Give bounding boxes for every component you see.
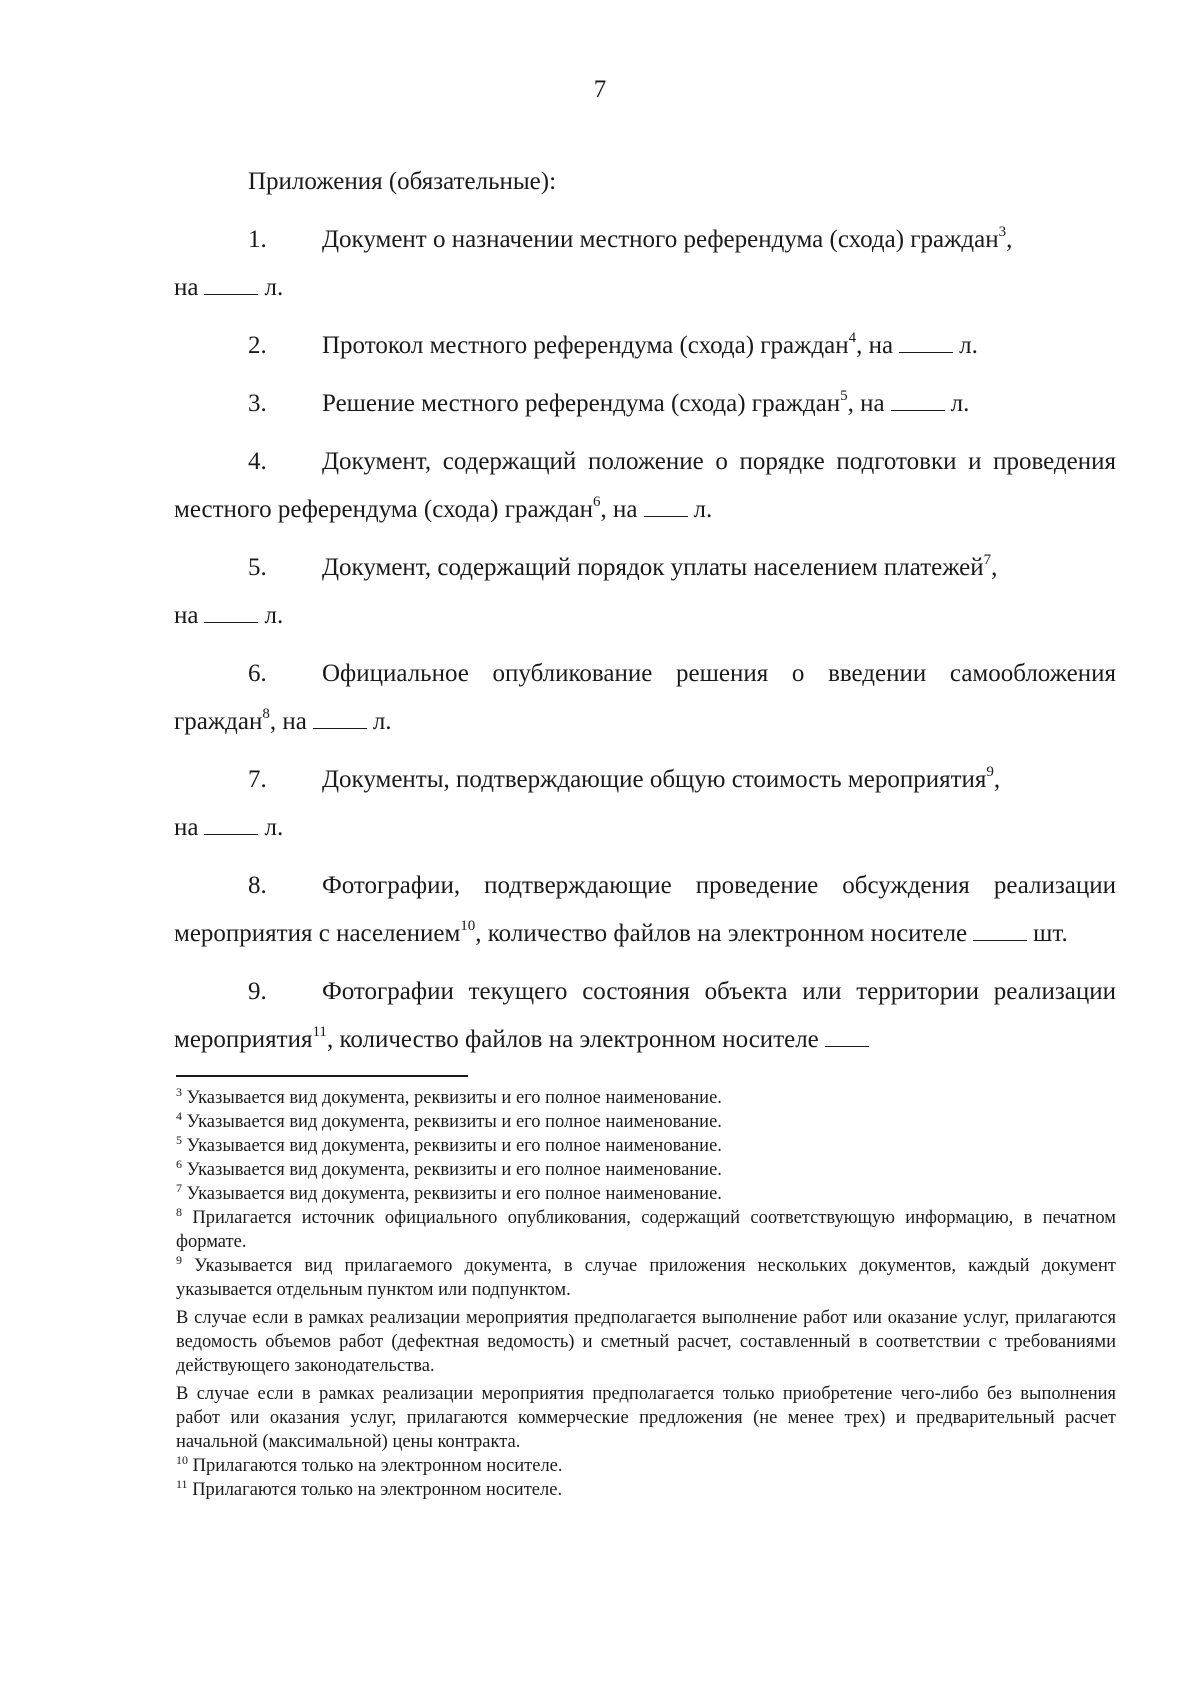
attachment-item-4: 4. Документ, содержащий положение о порядке подготовки и проведения местного референдума (схода) граждан$^6$, на л. <box>174 448 1116 523</box>
attachment-item-6: 6. Официальное опубликование решения о введении самообложения граждан$^8$, на л. <box>174 660 1116 735</box>
footnote-6: $^6$ Указывается вид документа, реквизиты и его полное наименование. <box>176 1157 722 1180</box>
attachment-item-2: 2. Протокол местного референдума (схода) граждан$^4$, на л. <box>248 330 978 359</box>
page-count-blank <box>891 409 945 411</box>
file-count-blank <box>973 939 1027 941</box>
footnotes <box>176 1086 1116 1502</box>
footnote-7: $^7$ Указывается вид документа, реквизиты и его полное наименование. <box>176 1181 722 1204</box>
attachment-item-1: 1. Документ о назначении местного референдума (схода) граждан$^3$, на л. <box>174 224 1013 301</box>
footnote-8: $^8$ Прилагается источник официального опубликования, содержащий соответствующую информацию, в печатном формате. <box>176 1205 1117 1252</box>
page-count-blank <box>644 515 688 517</box>
attachment-item-8: 8. Фотографии, подтверждающие проведение обсуждения реализации мероприятия с населением$^{10}$, количество файлов на электронном носителе шт. <box>174 872 1116 947</box>
footnote-3: $^3$ Указывается вид документа, реквизиты и его полное наименование. <box>176 1085 722 1108</box>
footnote-9-works: В случае если в рамках реализации мероприятия предполагается выполнение работ или оказание услуг, прилагаются ведомость объемов работ (дефектная ведомость) и сметный расчет, составленный в соответствии с требованиями действующего законодательства. <box>176 1308 1116 1376</box>
attachments-section <box>174 158 1116 1074</box>
footnote-9: $^9$ Указывается вид прилагаемого документа, в случае приложения нескольких документов, каждый документ указывается отдельным пунктом или подпунктом. <box>176 1253 1116 1300</box>
page-count-blank <box>204 621 258 623</box>
page-number: 7 <box>593 76 607 103</box>
page-count-blank <box>204 833 258 835</box>
file-count-blank <box>825 1045 869 1047</box>
footnote-4: $^4$ Указывается вид документа, реквизиты и его полное наименование. <box>176 1109 722 1132</box>
page-count-blank <box>313 727 367 729</box>
attachment-item-7: 7. Документы, подтверждающие общую стоимость мероприятия$^9$, на л. <box>174 764 1001 841</box>
footnote-10: $^{10}$ Прилагаются только на электронном носителе. <box>176 1453 563 1476</box>
attachment-item-5: 5. Документ, содержащий порядок уплаты населением платежей$^7$, на л. <box>174 552 998 629</box>
attachment-item-9: 9. Фотографии текущего состояния объекта или территории реализации мероприятия$^{11}$, количество файлов на электронном носителе <box>174 978 1116 1053</box>
page-count-blank <box>899 351 953 353</box>
page-count-blank <box>204 293 258 295</box>
footnote-9-purchase: В случае если в рамках реализации мероприятия предполагается только приобретение чего-либо без выполнения работ или оказания услуг, прилагаются коммерческие предложения (не менее трех) и предварительный расчет начальной (максимальной) цены контракта. <box>176 1384 1116 1452</box>
attachments-heading: Приложения (обязательные): <box>248 168 557 195</box>
footnote-5: $^5$ Указывается вид документа, реквизиты и его полное наименование. <box>176 1133 722 1156</box>
footnote-11: $^{11}$ Прилагаются только на электронном носителе. <box>176 1477 563 1500</box>
attachment-item-3: 3. Решение местного референдума (схода) граждан$^5$, на л. <box>248 388 970 417</box>
footnote-separator <box>176 1075 468 1077</box>
